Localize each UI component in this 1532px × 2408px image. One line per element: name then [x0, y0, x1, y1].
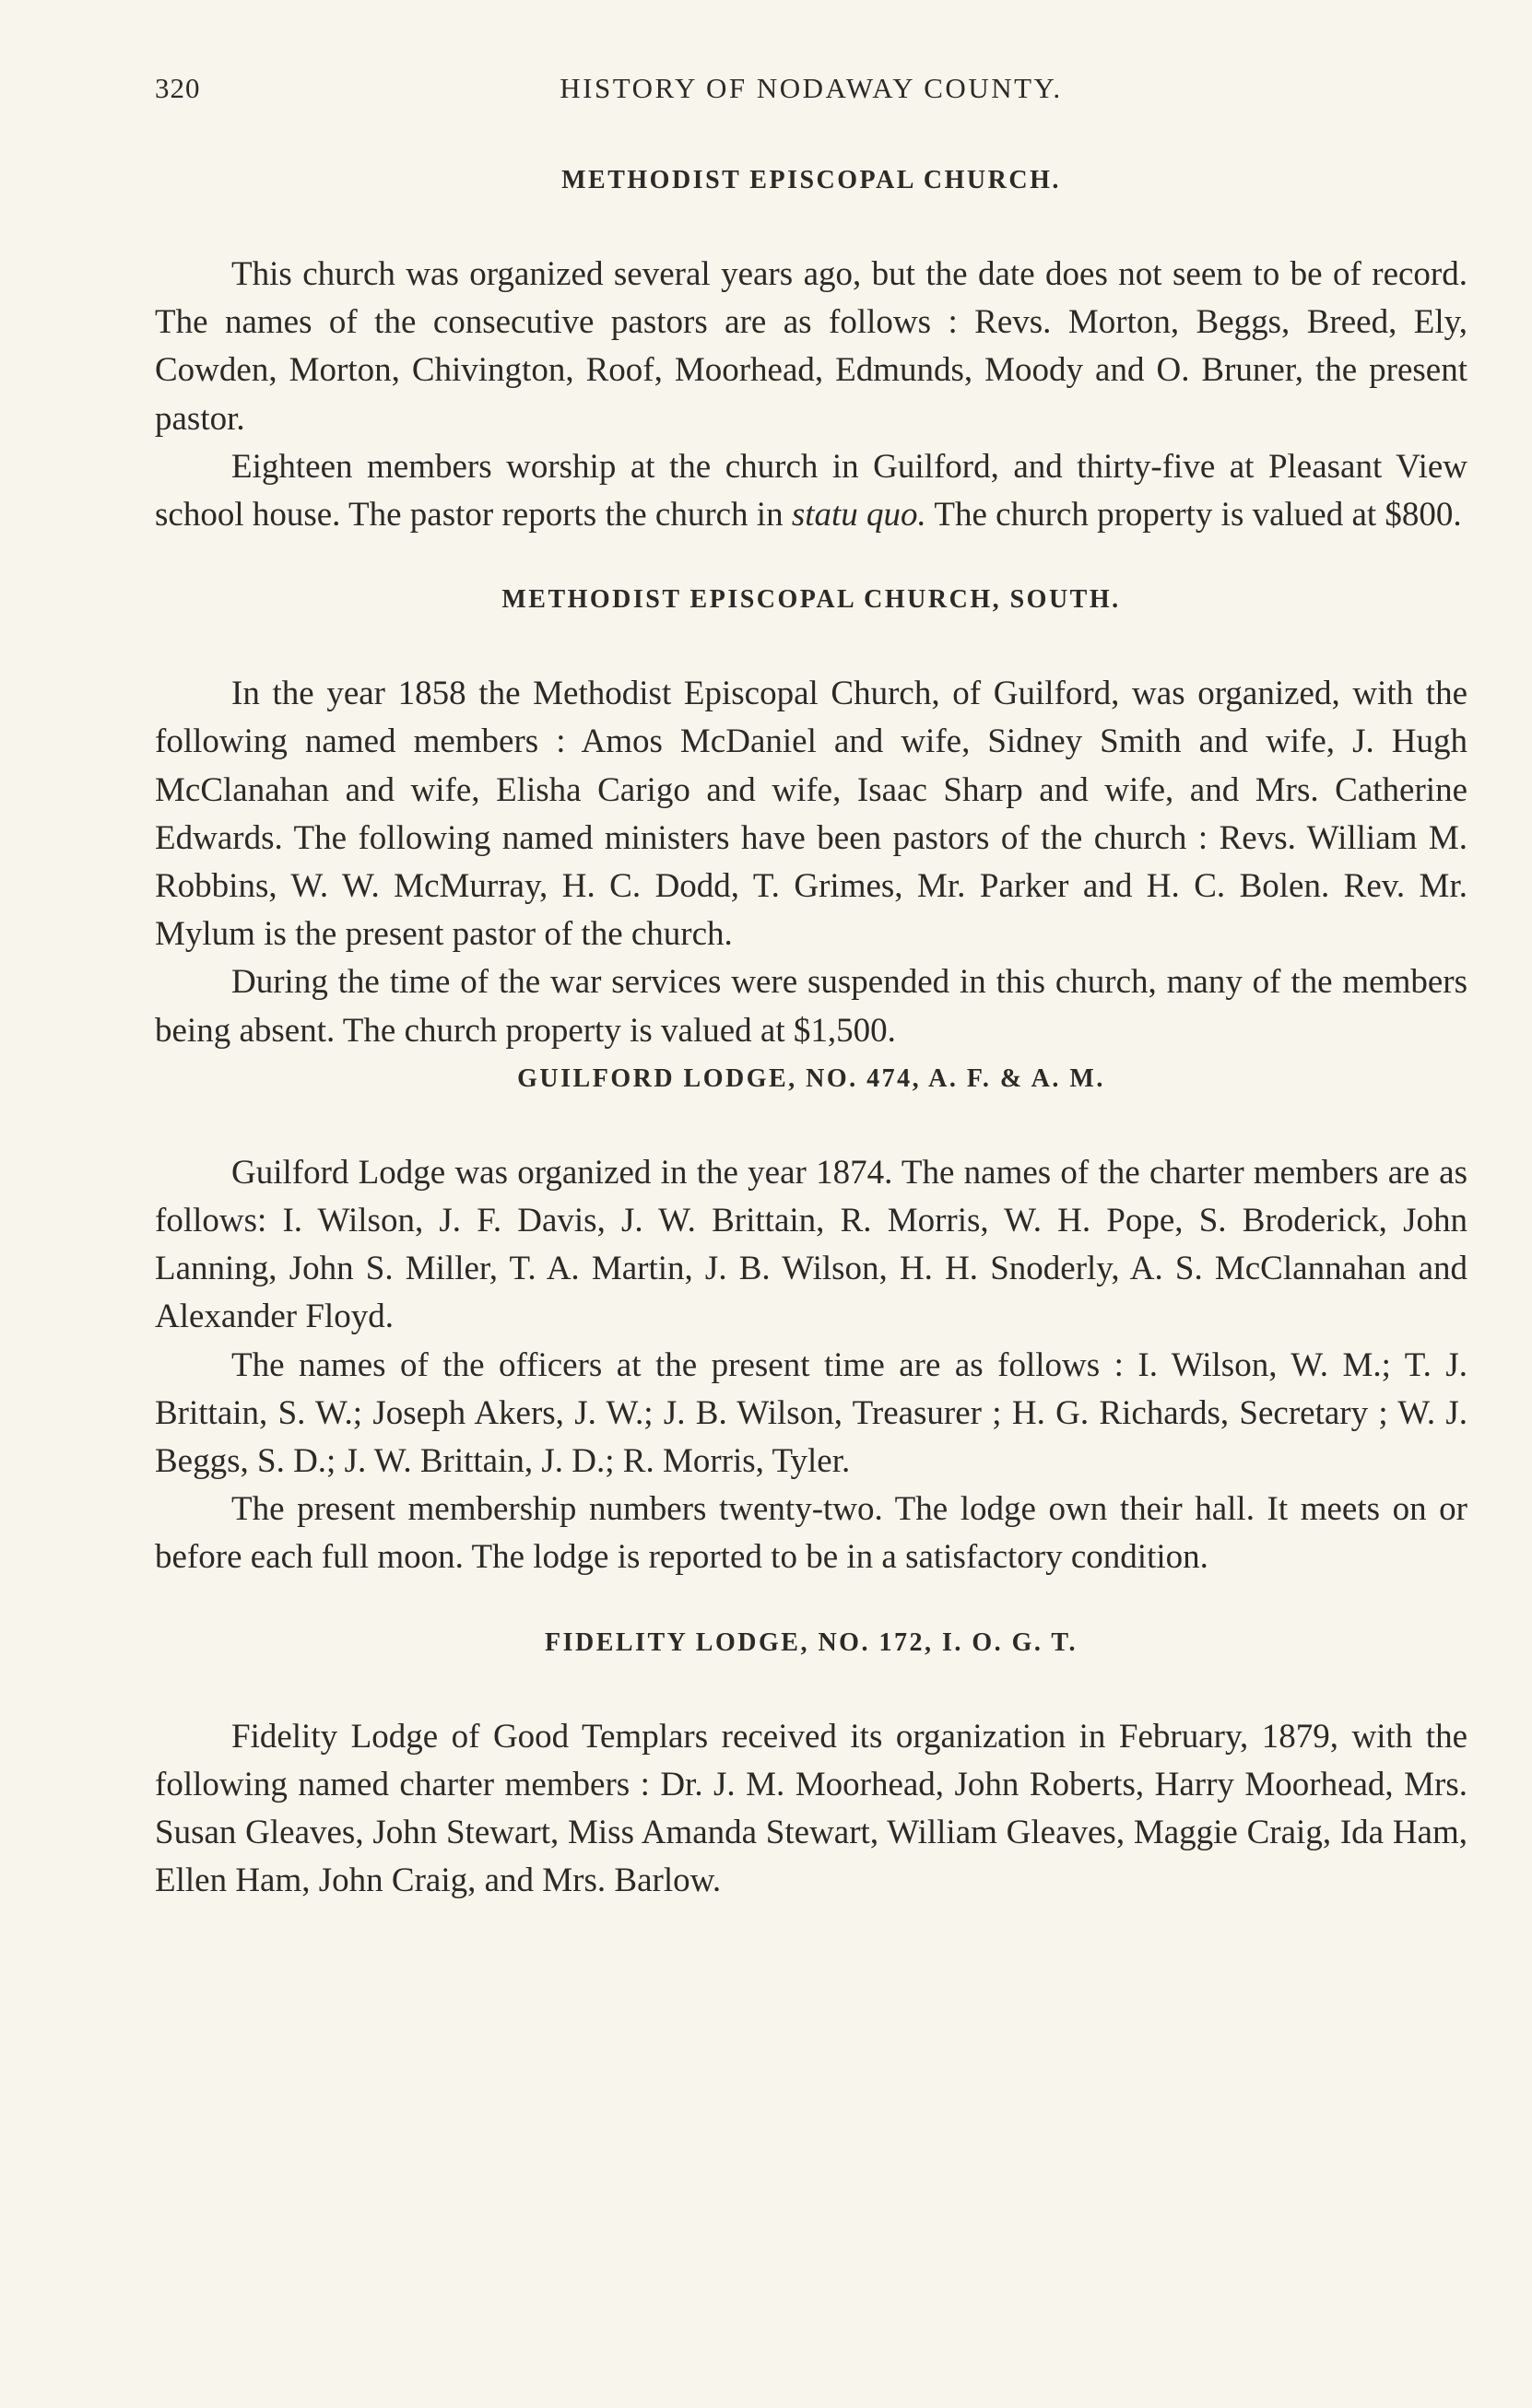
paragraph-war-services: During the time of the war services were suspended in this church, many of the members being absent. The church property is valued at $1,500.: [155, 963, 1467, 1050]
paragraph-officers: The names of the officers at the present time are as follows : I. Wilson, W. M.; T. J. Brittain, S. W.; Joseph Akers, J. W.; J. B. Wilson, Treasurer ; H. G. Richards, Secretary ; W. J. Beggs, S. D.; J. W. Brittain, J. D.; R. Morris, Tyler.: [155, 1345, 1467, 1481]
paragraph-members-guilford: [155, 443, 1467, 539]
running-head: [155, 72, 1467, 118]
paragraph-organization-1858: In the year 1858 the Methodist Episcopal Church, of Guilford, was organized, with the following named members : Amos McDaniel and wife, Sidney Smith and wife, J. Hugh McClanahan and wife, Elisha Carigo and wife, Isaac Sharp and wife, and Mrs. Catherine Edwards. The following named ministers have been pastors of the church : Revs. William M. Robbins, W. W. McMurray, H. C. Dodd, T. Grimes, Mr. Parker and H. C. Bolen. Rev. Mr. Mylum is the present pastor of the church.: [155, 675, 1467, 954]
paragraph-text: Eighteen members worship at the church in Guilford, and thirty-five at Pleasant View school house. The pastor reports the church in: [155, 447, 1467, 534]
section-heading-guilford-lodge: GUILFORD LODGE, NO. 474, A. F. & A. M.: [517, 1063, 1105, 1093]
latin-phrase: statu quo.: [791, 496, 926, 534]
paragraph-text: The church property is valued at $800.: [925, 496, 1462, 534]
paragraph-pastors: This church was organized several years ago, but the date does not seem to be of record. The names of the consecutive pastors are as follows : Revs. Morton, Beggs, Breed, Ely, Cowden, Morton, Chivington, Roof, Moorhead, Edmunds, Moody and O. Bruner, the present pastor.: [155, 255, 1467, 438]
section-heading-methodist-episcopal: METHODIST EPISCOPAL CHURCH.: [561, 166, 1061, 194]
body-text: [155, 147, 1467, 1905]
running-title: HISTORY OF NODAWAY COUNTY.: [560, 72, 1063, 104]
section-heading-methodist-episcopal-south: METHODIST EPISCOPAL CHURCH, SOUTH.: [501, 585, 1121, 615]
paragraph-good-templars: Fidelity Lodge of Good Templars received its organization in February, 1879, with the following named charter members : Dr. J. M. Moorhead, John Roberts, Harry Moorhead, Mrs. Susan Gleaves, John Stewart, Miss Amanda Stewart, William Gleaves, Maggie Craig, Ida Ham, Ellen Ham, John Craig, and Mrs. Barlow.: [155, 1717, 1467, 1900]
paragraph-charter-members: Guilford Lodge was organized in the year 1874. The names of the charter members are as follows: I. Wilson, J. F. Davis, J. W. Brittain, R. Morris, W. H. Pope, S. Broderick, John Lanning, John S. Miller, T. A. Martin, J. B. Wilson, H. H. Snoderly, A. S. McClannahan and Alexander Floyd.: [155, 1153, 1467, 1336]
section-heading-fidelity-lodge: FIDELITY LODGE, NO. 172, I. O. G. T.: [544, 1627, 1078, 1657]
page-number: 320: [155, 72, 201, 104]
paragraph-membership: The present membership numbers twenty-two. The lodge own their hall. It meets on or before each full moon. The lodge is reported to be in a satisfactory condition.: [155, 1490, 1467, 1577]
